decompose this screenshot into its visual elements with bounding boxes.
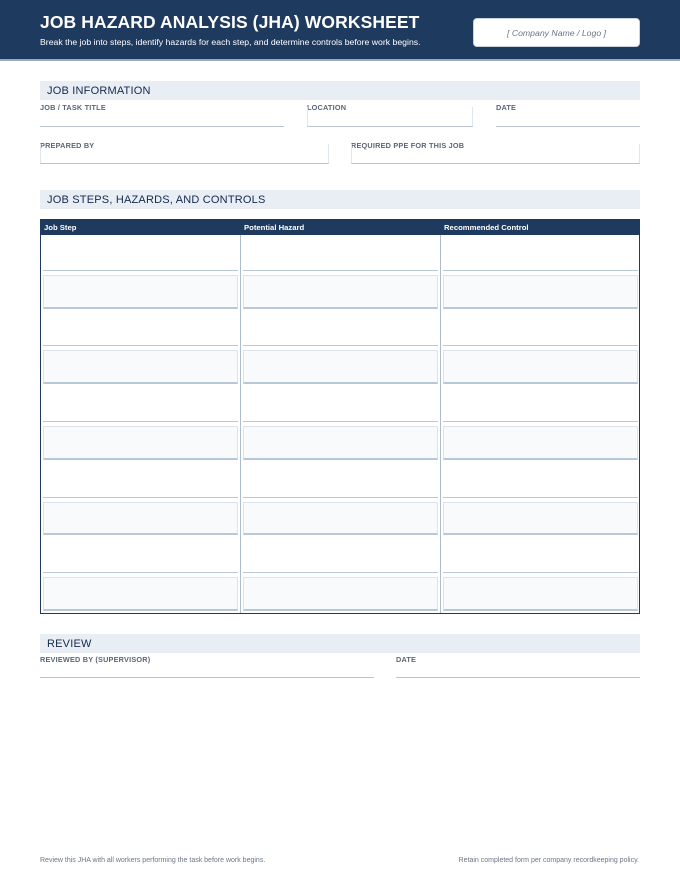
reviewed-by-field[interactable] (40, 658, 374, 678)
required-ppe-label: REQUIRED PPE FOR THIS JOB (351, 141, 465, 150)
potential-hazard-cell[interactable] (243, 577, 438, 611)
recommended-control-cell[interactable] (443, 464, 638, 498)
page-title: JOB HAZARD ANALYSIS (JHA) WORKSHEET (40, 12, 420, 32)
job-steps-section-header (40, 190, 640, 209)
section-title: JOB INFORMATION (47, 85, 151, 97)
review-date-field[interactable] (396, 658, 640, 678)
location-label: LOCATION (307, 103, 347, 112)
job-step-cell[interactable] (43, 426, 238, 460)
required-ppe-field[interactable] (351, 144, 640, 164)
job-information-section-header (40, 81, 640, 100)
job-step-cell[interactable] (43, 313, 238, 347)
job-step-cell[interactable] (43, 388, 238, 422)
table-header-row (41, 220, 639, 235)
recommended-control-cell[interactable] (443, 275, 638, 309)
recommended-control-cell[interactable] (443, 237, 638, 271)
recommended-control-cell[interactable] (443, 502, 638, 536)
job-step-cell[interactable] (43, 237, 238, 271)
recommended-control-cell[interactable] (443, 388, 638, 422)
recommended-control-cell[interactable] (443, 539, 638, 573)
page-header (0, 0, 680, 61)
page-subtitle: Break the job into steps, identify hazards for each step, and determine controls before work begins. (40, 37, 421, 47)
job-step-cell[interactable] (43, 539, 238, 573)
job-step-cell[interactable] (43, 464, 238, 498)
recommended-control-cell[interactable] (443, 577, 638, 611)
date-label: DATE (496, 103, 517, 112)
column-divider (440, 235, 441, 613)
column-divider (240, 235, 241, 613)
review-section-header (40, 634, 640, 653)
prepared-by-label: PREPARED BY (40, 141, 95, 150)
potential-hazard-cell[interactable] (243, 388, 438, 422)
column-header-recommended-control: Recommended Control (444, 223, 529, 232)
reviewed-by-label: REVIEWED BY (SUPERVISOR) (40, 655, 151, 664)
job-step-cell[interactable] (43, 350, 238, 384)
recommended-control-cell[interactable] (443, 426, 638, 460)
company-logo-placeholder[interactable]: [ Company Name / Logo ] (473, 18, 640, 47)
potential-hazard-cell[interactable] (243, 237, 438, 271)
potential-hazard-cell[interactable] (243, 350, 438, 384)
job-title-field[interactable] (40, 107, 284, 127)
prepared-by-field[interactable] (40, 144, 329, 164)
jha-table (40, 219, 640, 614)
potential-hazard-cell[interactable] (243, 426, 438, 460)
recommended-control-cell[interactable] (443, 350, 638, 384)
job-step-cell[interactable] (43, 275, 238, 309)
location-field[interactable] (307, 107, 473, 127)
job-step-cell[interactable] (43, 502, 238, 536)
section-title: JOB STEPS, HAZARDS, AND CONTROLS (47, 194, 266, 206)
section-title: REVIEW (47, 638, 92, 650)
potential-hazard-cell[interactable] (243, 464, 438, 498)
potential-hazard-cell[interactable] (243, 313, 438, 347)
potential-hazard-cell[interactable] (243, 502, 438, 536)
footer-note-right: Retain completed form per company recordkeeping policy. (458, 857, 639, 864)
date-field[interactable] (496, 107, 640, 127)
job-title-label: JOB / TASK TITLE (40, 103, 106, 112)
column-header-potential-hazard: Potential Hazard (244, 223, 305, 232)
footer-note-left: Review this JHA with all workers performing the task before work begins. (40, 857, 266, 864)
review-date-label: DATE (396, 655, 417, 664)
recommended-control-cell[interactable] (443, 313, 638, 347)
potential-hazard-cell[interactable] (243, 539, 438, 573)
potential-hazard-cell[interactable] (243, 275, 438, 309)
column-header-job-step: Job Step (44, 223, 77, 232)
job-step-cell[interactable] (43, 577, 238, 611)
